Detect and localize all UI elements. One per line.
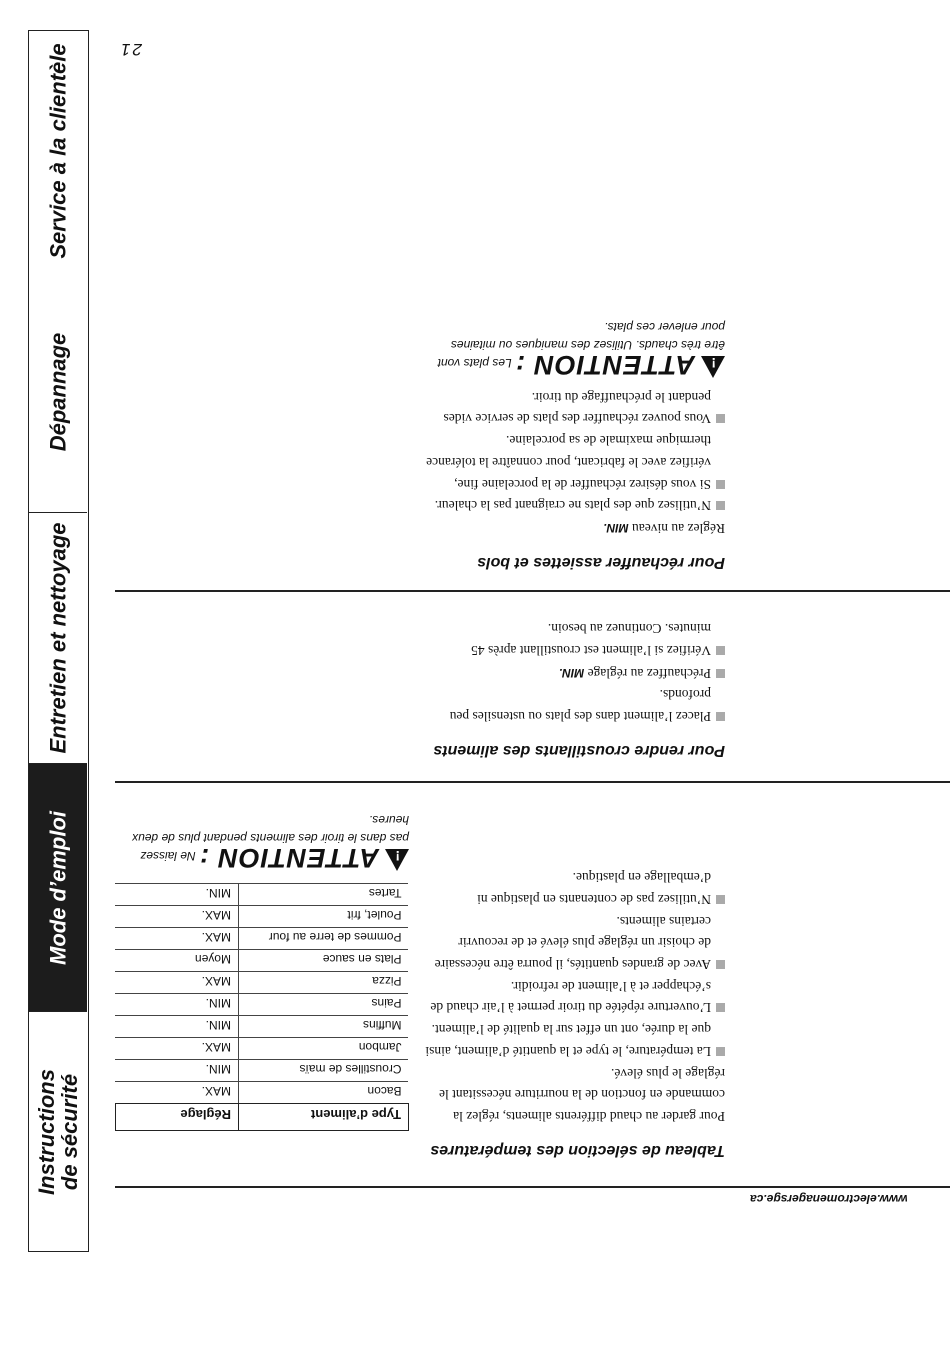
plates-body [425, 386, 725, 539]
caution-label: ATTENTION : [199, 843, 379, 873]
section-divider [115, 590, 950, 592]
tab-instructions-securite[interactable] [29, 1012, 87, 1252]
square-bullet-icon [716, 1047, 725, 1056]
heading-temperature-table: Tableau de sélection des températures [430, 1142, 725, 1159]
table-row: Muffins MIN. [116, 1016, 409, 1038]
tab-label: Service à la clientèle [45, 43, 71, 259]
heading-warm-plates: Pour réchauffer assiettes et bols [477, 554, 725, 571]
tab-mode-emploi[interactable] [29, 764, 87, 1012]
square-bullet-icon [716, 646, 725, 655]
table-row: Poulet, frit MAX. [116, 906, 409, 928]
table-row: Bacon MAX. [116, 1082, 409, 1104]
list-item: Placez l’aliment dans des plats ou ustensiles peu profonds. [425, 684, 725, 727]
section-crisp-foods [425, 617, 725, 759]
website-url[interactable]: www.electromenagersge.ca [750, 1192, 908, 1206]
crisp-setting: MIN. [558, 665, 585, 680]
section-temperature-selection [425, 867, 725, 1159]
temperature-body [425, 867, 725, 1127]
tab-depannage[interactable] [29, 271, 87, 513]
table-row: Jambon MAX. [116, 1038, 409, 1060]
caution-hot-plates [435, 318, 725, 381]
square-bullet-icon [716, 1003, 725, 1012]
tab-label: Instructions de sécurité [34, 1068, 82, 1195]
list-item: L’ouverture répétée du tiroir permet à l’air chaud de s’échapper et à l’aliment de refroidir. [425, 975, 725, 1018]
tab-entretien-nettoyage[interactable] [29, 513, 87, 764]
list-item: Vérifiez si l’aliment est croustillant après 45 minutes. Continuez au besoin. [425, 617, 725, 660]
column-header-setting: Réglage [116, 1104, 239, 1131]
page-number: 21 [119, 40, 142, 59]
caution-label: ATTENTION : [515, 350, 695, 381]
caution-text: Ne laissez pas dans le tiroir des aliments pendant plus de deux heures. [132, 813, 409, 863]
list-item: Vous pouvez réchauffer des plats de service vides pendant le préchauffage du tiroir. [425, 386, 725, 429]
temperature-table-block [115, 811, 409, 1131]
tab-label: Mode d’emploi [45, 810, 71, 965]
table-row: Pommes de terre au four MAX. [116, 928, 409, 950]
table-row: Plats en sauce Moyen [116, 950, 409, 972]
temperature-intro: Pour garder au chaud différents aliments, réglez la commande en fonction de la nourriture nécessitant le réglage le plus élevé. [438, 1065, 725, 1124]
list-item: N’utilisez que des plats ne craignant pas la chaleur. [425, 495, 725, 517]
crisp-body [425, 617, 725, 727]
heading-crisp-foods: Pour rendre croustillants des aliments [433, 742, 725, 759]
list-item: Si vous désirez réchauffer de la porcelaine fine, vérifiez avec le fabricant, pour connaître la tolérance thermique maximale de sa porcelaine. [425, 429, 725, 494]
square-bullet-icon [716, 480, 725, 489]
temperature-table [115, 883, 409, 1131]
warning-triangle-icon [701, 356, 725, 378]
section-warm-plates [425, 318, 725, 571]
table-row: Croustilles de maïs MIN. [116, 1060, 409, 1082]
list-item: Avec de grandes quantités, il pourra être nécessaire de choisir un réglage plus élevé et de recouvrir certains aliments. [425, 910, 725, 975]
caution-food-time [129, 811, 409, 871]
square-bullet-icon [716, 501, 725, 510]
list-item: N’utilisez pas de contenants en plastique ni d’emballage en plastique. [425, 867, 725, 910]
tab-label: Dépannage [45, 332, 71, 451]
section-divider [115, 781, 950, 783]
side-tab-column [28, 30, 89, 1252]
warning-triangle-icon [385, 849, 409, 871]
tab-label: Entretien et nettoyage [45, 522, 71, 754]
square-bullet-icon [716, 960, 725, 969]
tab-service-clientele[interactable] [29, 31, 87, 271]
plates-intro: Réglez au niveau [632, 521, 725, 536]
caution-text: Les plats vont être très chauds. Utilisez des maniques ou mitaines pour enlever ces plats. [437, 320, 725, 371]
page-content-inverted [100, 0, 950, 1369]
square-bullet-icon [716, 712, 725, 721]
square-bullet-icon [716, 669, 725, 678]
table-row: Pains MIN. [116, 994, 409, 1016]
square-bullet-icon [716, 414, 725, 423]
table-row: Tartes MIN. [116, 884, 409, 906]
list-item: Préchauffez au réglage MIN. [425, 661, 725, 684]
table-header-row [116, 1104, 409, 1131]
square-bullet-icon [716, 895, 725, 904]
column-header-food-type: Type d’aliment [239, 1104, 409, 1131]
list-item: La température, le type et la quantité d’aliment, ainsi que la durée, ont un effet sur la qualité de l’aliment. [425, 1018, 725, 1061]
header-rule [115, 1186, 950, 1188]
plates-setting: MIN. [603, 521, 629, 535]
table-row: Pizza MAX. [116, 972, 409, 994]
